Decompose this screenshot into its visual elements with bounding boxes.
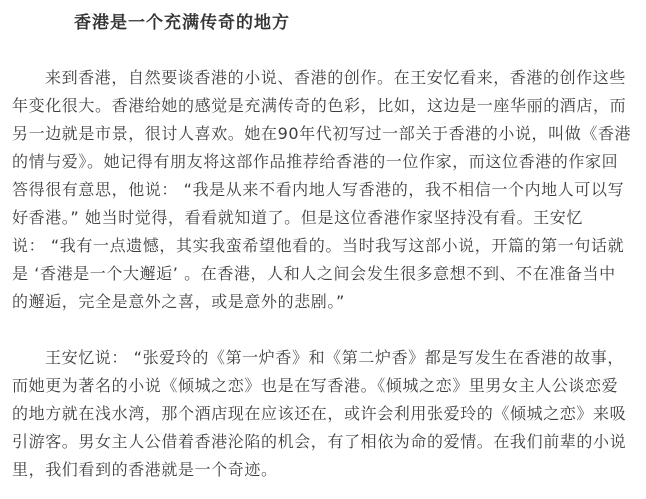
paragraph-1 — [12, 64, 632, 316]
paragraph-2 — [12, 344, 632, 484]
text-line: 的情与爱》。她记得有朋友将这部作品推荐给香港的一位作家，而这位香港的作家回 — [12, 152, 619, 171]
text-line: 好香港。” 她当时觉得，看看就知道了。但是这位香港作家坚持没有看。王安忆 — [12, 208, 583, 227]
text-line: 引游客。男女主人公借着香港沦陷的机会，有了相依为命的爱情。在我们前辈的小说 — [12, 432, 627, 451]
text-line: 答得很有意思，他说： “我是从来不看内地人写香港的，我不相信一个内地人可以写 — [12, 180, 625, 199]
text-line: 来到香港，自然要谈香港的小说、香港的创作。在王安忆看来，香港的创作这些 — [45, 68, 627, 87]
text-line: 王安忆说： “张爱玲的《第一炉香》和《第二炉香》都是写发生在香港的故事， — [45, 348, 624, 367]
text-line: 是 ‘香港是一个大邂逅’ 。在香港，人和人之间会发生很多意想不到、不在准备当中 — [12, 264, 616, 283]
text-line: 的邂逅，完全是意外之喜，或是意外的悲剧。” — [12, 292, 345, 311]
text-line: 年变化很大。香港给她的感觉是充满传奇的色彩，比如，这边是一座华丽的酒店，而 — [12, 96, 627, 115]
text-line: 而她更为著名的小说《倾城之恋》也是在写香港。《倾城之恋》里男女主人公谈恋爱 — [12, 376, 619, 395]
text-line: 的地方就在浅水湾，那个酒店现在应该还在，或许会利用张爱玲的《倾城之恋》来吸 — [12, 404, 627, 423]
text-line: 里，我们看到的香港就是一个奇迹。 — [12, 460, 278, 479]
text-line: 另一边就是市景，很讨人喜欢。她在90年代初写过一部关于香港的小说，叫做《香港 — [12, 124, 632, 143]
article-page — [0, 9, 646, 499]
article-title: 香港是一个充满传奇的地方 — [74, 13, 290, 33]
text-line: 说： “我有一点遗憾，其实我蛮希望他看的。当时我写这部小说，开篇的第一句话就 — [12, 236, 625, 255]
